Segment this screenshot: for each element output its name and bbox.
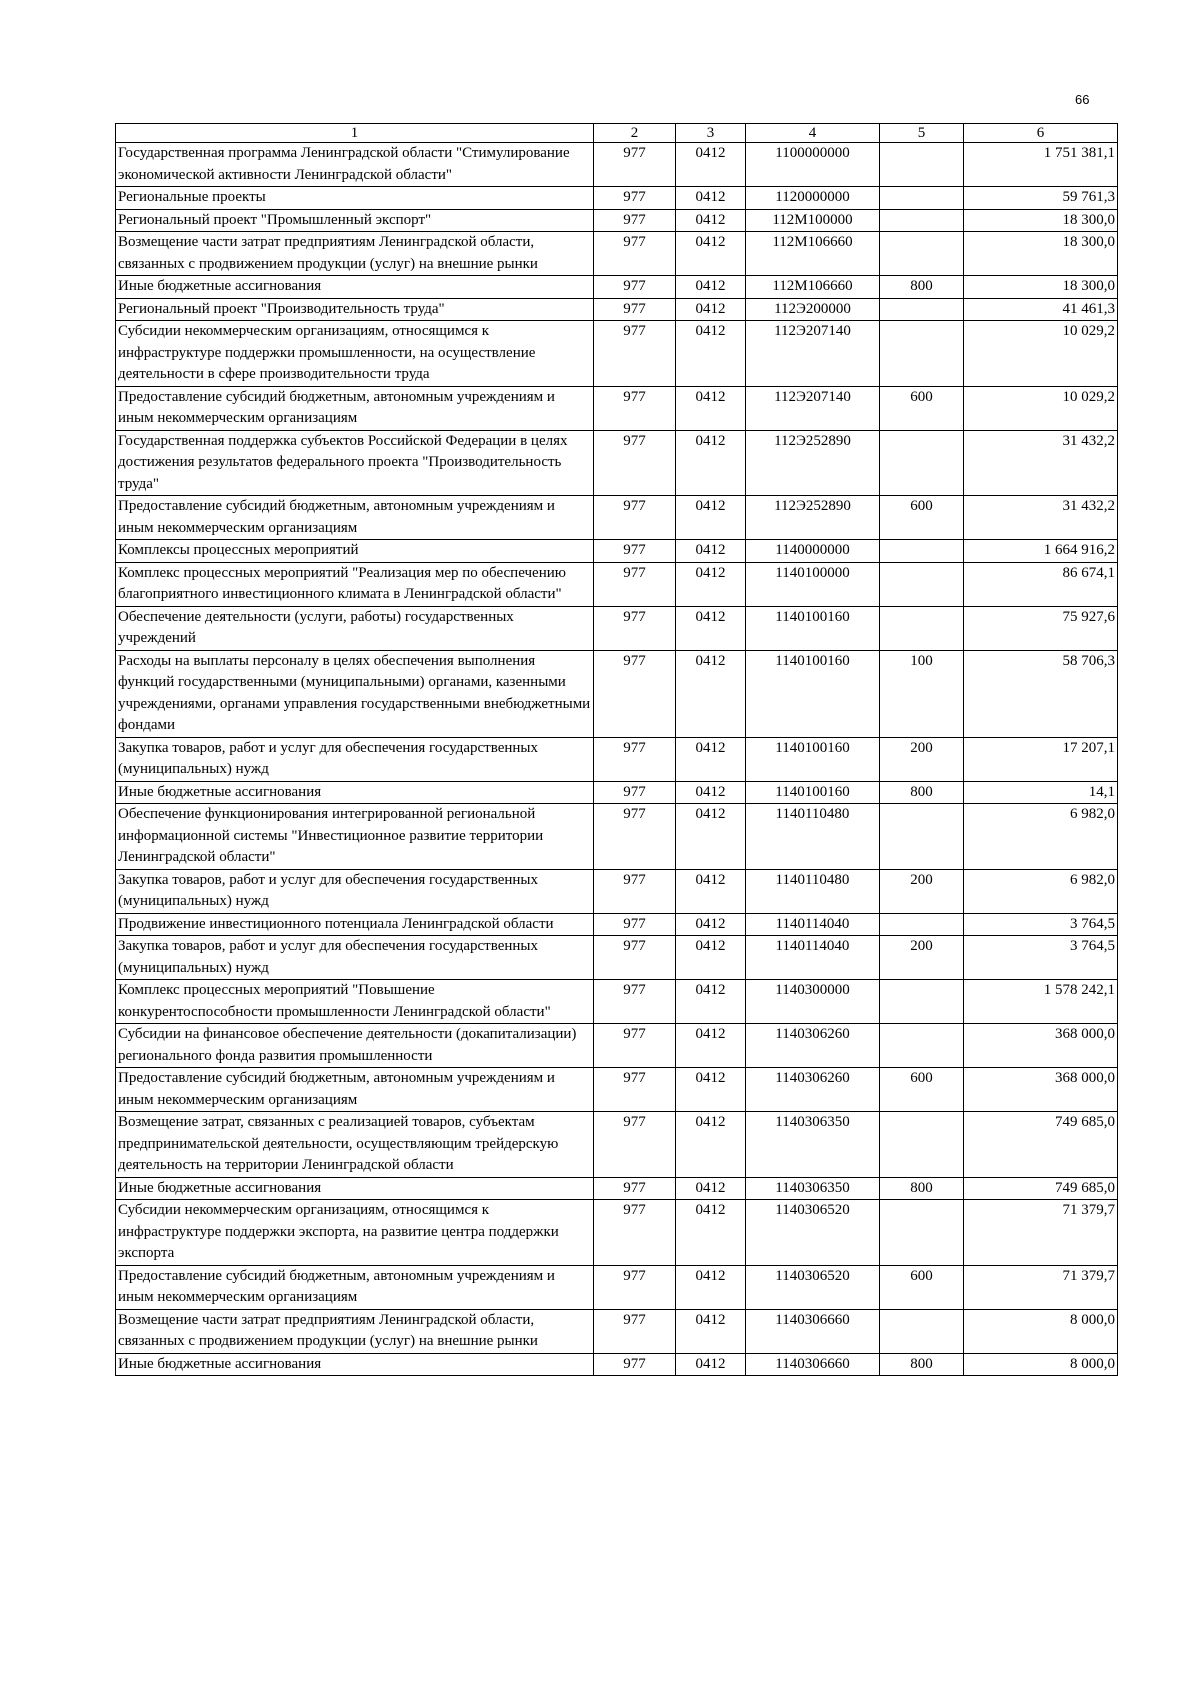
row-code-4: 112Э207140 bbox=[746, 321, 880, 387]
row-code-4: 1140306520 bbox=[746, 1265, 880, 1309]
table-row bbox=[116, 430, 1118, 496]
row-code-5: 200 bbox=[880, 869, 964, 913]
row-amount: 6 982,0 bbox=[964, 869, 1118, 913]
row-code-5 bbox=[880, 913, 964, 936]
row-code-5: 200 bbox=[880, 737, 964, 781]
row-name: Иные бюджетные ассигнования bbox=[116, 1353, 594, 1376]
row-code-4: 112М106660 bbox=[746, 232, 880, 276]
row-code-2: 977 bbox=[594, 1112, 676, 1178]
row-code-3: 0412 bbox=[676, 913, 746, 936]
row-name: Предоставление субсидий бюджетным, автономным учреждениям и иным некоммерческим организациям bbox=[116, 386, 594, 430]
row-code-5 bbox=[880, 209, 964, 232]
row-code-3: 0412 bbox=[676, 298, 746, 321]
table-header bbox=[116, 124, 1118, 143]
row-code-5 bbox=[880, 298, 964, 321]
row-code-3: 0412 bbox=[676, 781, 746, 804]
row-name: Региональный проект "Производительность труда" bbox=[116, 298, 594, 321]
column-header-2: 2 bbox=[594, 124, 676, 143]
row-name: Субсидии некоммерческим организациям, относящимся к инфраструктуре поддержки промышленности, на осуществление деятельности в сфере производительности труда bbox=[116, 321, 594, 387]
row-code-2: 977 bbox=[594, 232, 676, 276]
row-code-3: 0412 bbox=[676, 869, 746, 913]
table-row bbox=[116, 869, 1118, 913]
table-row bbox=[116, 1353, 1118, 1376]
row-name: Предоставление субсидий бюджетным, автономным учреждениям и иным некоммерческим организациям bbox=[116, 1068, 594, 1112]
row-code-3: 0412 bbox=[676, 430, 746, 496]
row-amount: 368 000,0 bbox=[964, 1024, 1118, 1068]
table-row bbox=[116, 650, 1118, 737]
row-code-2: 977 bbox=[594, 737, 676, 781]
row-code-2: 977 bbox=[594, 276, 676, 299]
row-code-5: 800 bbox=[880, 276, 964, 299]
row-code-5 bbox=[880, 1024, 964, 1068]
row-name: Региональные проекты bbox=[116, 187, 594, 210]
table-row bbox=[116, 1200, 1118, 1266]
row-name: Возмещение части затрат предприятиям Ленинградской области, связанных с продвижением продукции (услуг) на внешние рынки bbox=[116, 1309, 594, 1353]
row-amount: 18 300,0 bbox=[964, 276, 1118, 299]
row-amount: 6 982,0 bbox=[964, 804, 1118, 870]
row-code-5: 600 bbox=[880, 496, 964, 540]
row-amount: 18 300,0 bbox=[964, 232, 1118, 276]
row-code-4: 1140114040 bbox=[746, 936, 880, 980]
row-amount: 749 685,0 bbox=[964, 1112, 1118, 1178]
row-name: Предоставление субсидий бюджетным, автономным учреждениям и иным некоммерческим организациям bbox=[116, 496, 594, 540]
row-amount: 41 461,3 bbox=[964, 298, 1118, 321]
header-row bbox=[116, 124, 1118, 143]
table-row bbox=[116, 913, 1118, 936]
row-code-3: 0412 bbox=[676, 540, 746, 563]
table-row bbox=[116, 187, 1118, 210]
row-amount: 1 578 242,1 bbox=[964, 980, 1118, 1024]
row-code-5: 600 bbox=[880, 1265, 964, 1309]
row-name: Комплекс процессных мероприятий "Повышение конкурентоспособности промышленности Ленинградской области" bbox=[116, 980, 594, 1024]
row-code-3: 0412 bbox=[676, 936, 746, 980]
table-row bbox=[116, 804, 1118, 870]
row-code-4: 1140306350 bbox=[746, 1112, 880, 1178]
row-amount: 1 751 381,1 bbox=[964, 143, 1118, 187]
row-code-2: 977 bbox=[594, 980, 676, 1024]
row-amount: 59 761,3 bbox=[964, 187, 1118, 210]
row-code-5 bbox=[880, 804, 964, 870]
row-name: Государственная программа Ленинградской области "Стимулирование экономической активности Ленинградской области" bbox=[116, 143, 594, 187]
row-name: Возмещение затрат, связанных с реализацией товаров, субъектам предпринимательской деятельности, осуществляющим трейдерскую деятельность на территории Ленинградской области bbox=[116, 1112, 594, 1178]
row-code-5 bbox=[880, 980, 964, 1024]
table-row bbox=[116, 1177, 1118, 1200]
row-code-2: 977 bbox=[594, 298, 676, 321]
table-row bbox=[116, 540, 1118, 563]
column-header-1: 1 bbox=[116, 124, 594, 143]
row-code-4: 1140306350 bbox=[746, 1177, 880, 1200]
table-row bbox=[116, 606, 1118, 650]
row-name: Субсидии на финансовое обеспечение деятельности (докапитализации) регионального фонда развития промышленности bbox=[116, 1024, 594, 1068]
row-code-3: 0412 bbox=[676, 209, 746, 232]
row-code-5: 800 bbox=[880, 781, 964, 804]
row-amount: 17 207,1 bbox=[964, 737, 1118, 781]
table-row bbox=[116, 321, 1118, 387]
row-code-4: 1140110480 bbox=[746, 869, 880, 913]
table-row bbox=[116, 209, 1118, 232]
row-amount: 75 927,6 bbox=[964, 606, 1118, 650]
row-code-4: 1140000000 bbox=[746, 540, 880, 563]
row-name: Предоставление субсидий бюджетным, автономным учреждениям и иным некоммерческим организациям bbox=[116, 1265, 594, 1309]
row-name: Иные бюджетные ассигнования bbox=[116, 276, 594, 299]
page-number: 66 bbox=[1075, 92, 1090, 107]
table-row bbox=[116, 496, 1118, 540]
row-code-5: 800 bbox=[880, 1353, 964, 1376]
row-code-3: 0412 bbox=[676, 496, 746, 540]
row-code-2: 977 bbox=[594, 936, 676, 980]
row-name: Расходы на выплаты персоналу в целях обеспечения выполнения функций государственными (муниципальными) органами, казенными учреждениями, органами управления государственными внебюджетными фондами bbox=[116, 650, 594, 737]
row-code-2: 977 bbox=[594, 1200, 676, 1266]
row-code-3: 0412 bbox=[676, 232, 746, 276]
table-row bbox=[116, 737, 1118, 781]
row-amount: 71 379,7 bbox=[964, 1265, 1118, 1309]
row-code-4: 1140100160 bbox=[746, 606, 880, 650]
table-body bbox=[116, 143, 1118, 1376]
row-code-2: 977 bbox=[594, 1309, 676, 1353]
table-row bbox=[116, 781, 1118, 804]
row-code-4: 1140100000 bbox=[746, 562, 880, 606]
row-code-4: 1140306660 bbox=[746, 1353, 880, 1376]
row-name: Закупка товаров, работ и услуг для обеспечения государственных (муниципальных) нужд bbox=[116, 737, 594, 781]
row-code-3: 0412 bbox=[676, 1024, 746, 1068]
table-row bbox=[116, 980, 1118, 1024]
row-code-5 bbox=[880, 606, 964, 650]
row-code-3: 0412 bbox=[676, 1200, 746, 1266]
row-code-2: 977 bbox=[594, 430, 676, 496]
row-amount: 31 432,2 bbox=[964, 496, 1118, 540]
row-code-2: 977 bbox=[594, 143, 676, 187]
row-code-5: 600 bbox=[880, 386, 964, 430]
row-code-5 bbox=[880, 430, 964, 496]
row-code-3: 0412 bbox=[676, 606, 746, 650]
row-code-4: 112М100000 bbox=[746, 209, 880, 232]
row-code-2: 977 bbox=[594, 1024, 676, 1068]
row-code-5: 600 bbox=[880, 1068, 964, 1112]
row-code-3: 0412 bbox=[676, 562, 746, 606]
table-row bbox=[116, 936, 1118, 980]
column-header-5: 5 bbox=[880, 124, 964, 143]
row-code-2: 977 bbox=[594, 386, 676, 430]
row-code-3: 0412 bbox=[676, 321, 746, 387]
row-code-3: 0412 bbox=[676, 1353, 746, 1376]
row-code-4: 1140306660 bbox=[746, 1309, 880, 1353]
table-row bbox=[116, 386, 1118, 430]
table-row bbox=[116, 1309, 1118, 1353]
row-name: Возмещение части затрат предприятиям Ленинградской области, связанных с продвижением продукции (услуг) на внешние рынки bbox=[116, 232, 594, 276]
row-name: Комплексы процессных мероприятий bbox=[116, 540, 594, 563]
row-amount: 1 664 916,2 bbox=[964, 540, 1118, 563]
row-code-5 bbox=[880, 232, 964, 276]
row-code-2: 977 bbox=[594, 562, 676, 606]
row-amount: 58 706,3 bbox=[964, 650, 1118, 737]
table-row bbox=[116, 562, 1118, 606]
table-row bbox=[116, 143, 1118, 187]
row-code-3: 0412 bbox=[676, 276, 746, 299]
row-code-4: 112Э207140 bbox=[746, 386, 880, 430]
row-code-3: 0412 bbox=[676, 650, 746, 737]
row-code-5 bbox=[880, 562, 964, 606]
row-code-5 bbox=[880, 540, 964, 563]
row-name: Закупка товаров, работ и услуг для обеспечения государственных (муниципальных) нужд bbox=[116, 869, 594, 913]
row-code-3: 0412 bbox=[676, 1309, 746, 1353]
row-code-3: 0412 bbox=[676, 1112, 746, 1178]
row-code-3: 0412 bbox=[676, 980, 746, 1024]
column-header-3: 3 bbox=[676, 124, 746, 143]
row-code-2: 977 bbox=[594, 869, 676, 913]
row-code-4: 1140300000 bbox=[746, 980, 880, 1024]
row-code-4: 112М106660 bbox=[746, 276, 880, 299]
row-name: Обеспечение функционирования интегрированной региональной информационной системы "Инвестиционное развитие территории Ленинградской области" bbox=[116, 804, 594, 870]
row-amount: 3 764,5 bbox=[964, 913, 1118, 936]
row-code-3: 0412 bbox=[676, 187, 746, 210]
row-code-4: 112Э252890 bbox=[746, 430, 880, 496]
table-row bbox=[116, 1068, 1118, 1112]
row-code-2: 977 bbox=[594, 209, 676, 232]
table-row bbox=[116, 1265, 1118, 1309]
row-code-2: 977 bbox=[594, 1265, 676, 1309]
budget-table bbox=[115, 123, 1118, 1376]
row-code-5 bbox=[880, 321, 964, 387]
row-amount: 8 000,0 bbox=[964, 1353, 1118, 1376]
column-header-4: 4 bbox=[746, 124, 880, 143]
row-amount: 14,1 bbox=[964, 781, 1118, 804]
row-code-5: 800 bbox=[880, 1177, 964, 1200]
row-amount: 749 685,0 bbox=[964, 1177, 1118, 1200]
row-name: Региональный проект "Промышленный экспорт" bbox=[116, 209, 594, 232]
table-row bbox=[116, 1024, 1118, 1068]
row-amount: 10 029,2 bbox=[964, 386, 1118, 430]
row-amount: 8 000,0 bbox=[964, 1309, 1118, 1353]
row-code-2: 977 bbox=[594, 804, 676, 870]
row-code-2: 977 bbox=[594, 540, 676, 563]
row-code-5 bbox=[880, 1309, 964, 1353]
row-name: Государственная поддержка субъектов Российской Федерации в целях достижения результатов федерального проекта "Производительность труда" bbox=[116, 430, 594, 496]
row-code-5 bbox=[880, 143, 964, 187]
row-code-4: 1140100160 bbox=[746, 650, 880, 737]
row-name: Иные бюджетные ассигнования bbox=[116, 781, 594, 804]
row-code-3: 0412 bbox=[676, 143, 746, 187]
row-code-2: 977 bbox=[594, 1177, 676, 1200]
row-code-4: 1140306260 bbox=[746, 1024, 880, 1068]
row-code-5: 200 bbox=[880, 936, 964, 980]
row-code-2: 977 bbox=[594, 1353, 676, 1376]
row-code-2: 977 bbox=[594, 606, 676, 650]
row-name: Комплекс процессных мероприятий "Реализация мер по обеспечению благоприятного инвестиционного климата в Ленинградской области" bbox=[116, 562, 594, 606]
row-code-3: 0412 bbox=[676, 1177, 746, 1200]
row-code-3: 0412 bbox=[676, 737, 746, 781]
row-name: Обеспечение деятельности (услуги, работы) государственных учреждений bbox=[116, 606, 594, 650]
row-code-4: 1120000000 bbox=[746, 187, 880, 210]
row-amount: 10 029,2 bbox=[964, 321, 1118, 387]
row-code-2: 977 bbox=[594, 496, 676, 540]
row-name: Субсидии некоммерческим организациям, относящимся к инфраструктуре поддержки экспорта, на развитие центра поддержки экспорта bbox=[116, 1200, 594, 1266]
row-code-4: 112Э200000 bbox=[746, 298, 880, 321]
row-code-3: 0412 bbox=[676, 386, 746, 430]
row-code-4: 1100000000 bbox=[746, 143, 880, 187]
table-row bbox=[116, 298, 1118, 321]
row-code-3: 0412 bbox=[676, 1265, 746, 1309]
row-code-5 bbox=[880, 1200, 964, 1266]
column-header-6: 6 bbox=[964, 124, 1118, 143]
row-code-4: 1140306520 bbox=[746, 1200, 880, 1266]
row-name: Иные бюджетные ассигнования bbox=[116, 1177, 594, 1200]
row-amount: 71 379,7 bbox=[964, 1200, 1118, 1266]
row-amount: 368 000,0 bbox=[964, 1068, 1118, 1112]
row-code-4: 1140110480 bbox=[746, 804, 880, 870]
row-name: Продвижение инвестиционного потенциала Ленинградской области bbox=[116, 913, 594, 936]
row-code-2: 977 bbox=[594, 650, 676, 737]
row-code-4: 112Э252890 bbox=[746, 496, 880, 540]
row-code-4: 1140100160 bbox=[746, 781, 880, 804]
row-code-4: 1140100160 bbox=[746, 737, 880, 781]
row-code-5: 100 bbox=[880, 650, 964, 737]
row-amount: 18 300,0 bbox=[964, 209, 1118, 232]
row-amount: 31 432,2 bbox=[964, 430, 1118, 496]
row-amount: 3 764,5 bbox=[964, 936, 1118, 980]
table-row bbox=[116, 276, 1118, 299]
row-code-5 bbox=[880, 187, 964, 210]
row-code-2: 977 bbox=[594, 1068, 676, 1112]
row-code-2: 977 bbox=[594, 913, 676, 936]
row-code-2: 977 bbox=[594, 321, 676, 387]
row-name: Закупка товаров, работ и услуг для обеспечения государственных (муниципальных) нужд bbox=[116, 936, 594, 980]
row-code-2: 977 bbox=[594, 781, 676, 804]
row-amount: 86 674,1 bbox=[964, 562, 1118, 606]
row-code-5 bbox=[880, 1112, 964, 1178]
row-code-4: 1140114040 bbox=[746, 913, 880, 936]
row-code-3: 0412 bbox=[676, 804, 746, 870]
row-code-2: 977 bbox=[594, 187, 676, 210]
table-row bbox=[116, 232, 1118, 276]
row-code-4: 1140306260 bbox=[746, 1068, 880, 1112]
row-code-3: 0412 bbox=[676, 1068, 746, 1112]
table-row bbox=[116, 1112, 1118, 1178]
